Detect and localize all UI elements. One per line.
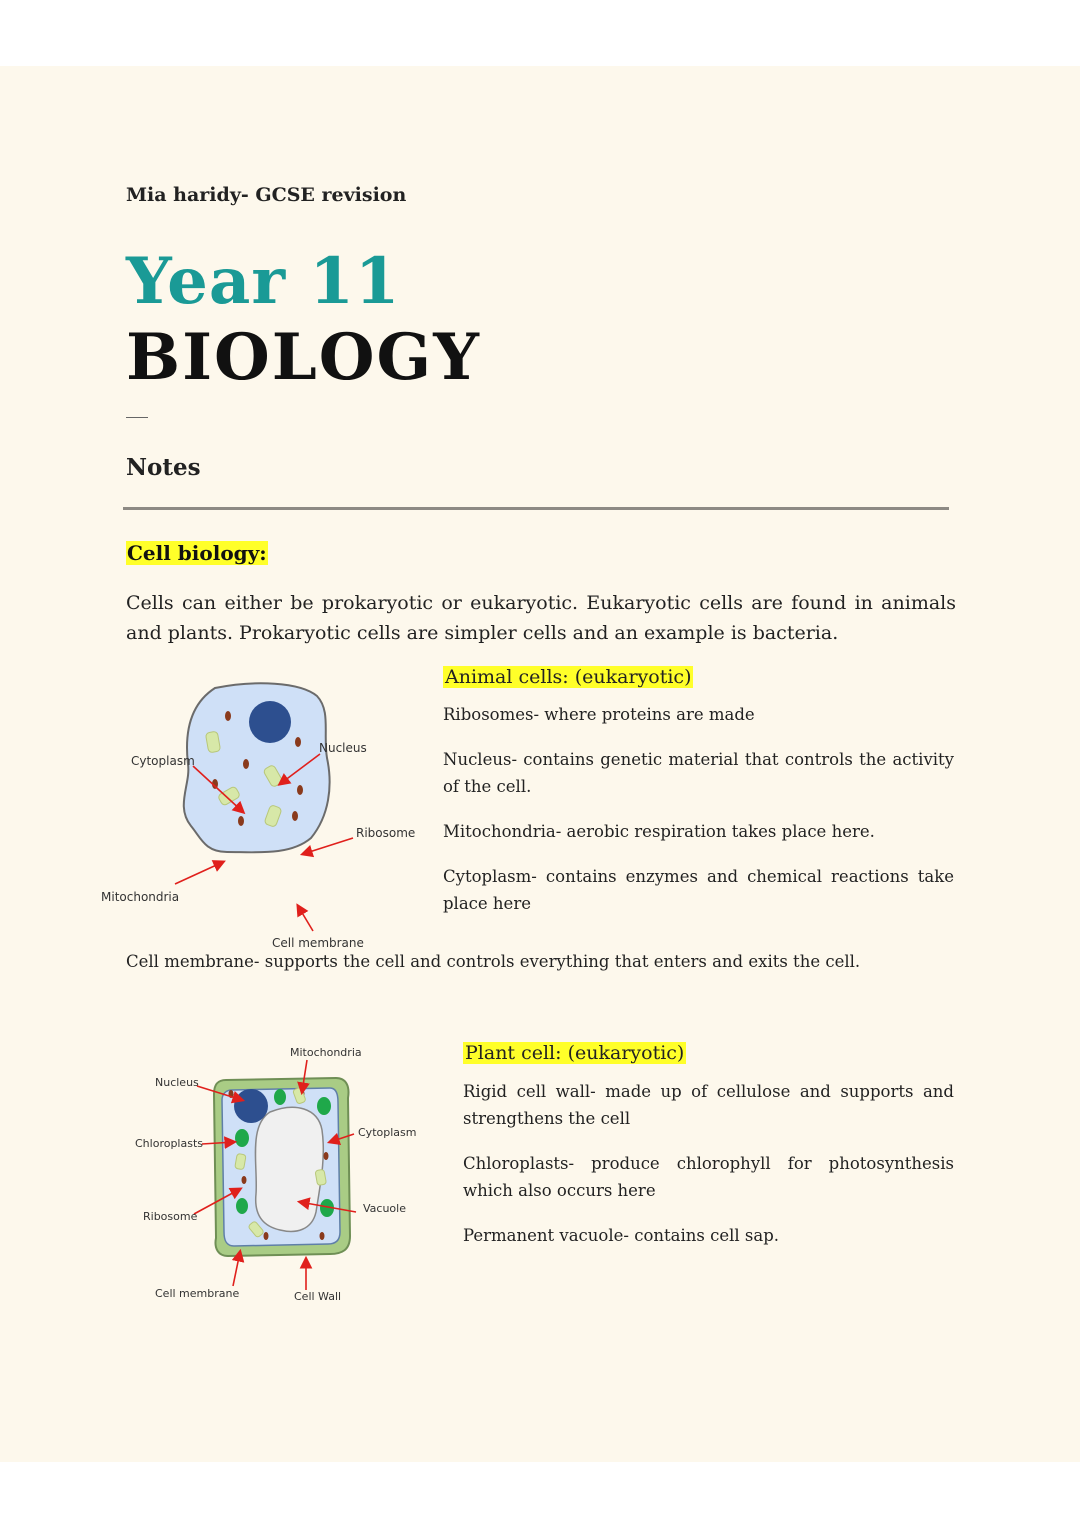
label-mitochondria: Mitochondria <box>101 890 180 904</box>
arrow-ribosome <box>303 838 353 854</box>
animal-nucleus-shape <box>249 701 291 743</box>
notes-heading: Notes <box>126 454 201 481</box>
label-plant-cytoplasm: Cytoplasm <box>358 1126 417 1139</box>
year-title: Year 11 <box>126 244 401 319</box>
animal-cell-notes <box>443 666 954 917</box>
animal-point-mitochondria: Mitochondria- aerobic respiration takes place here. <box>443 822 875 841</box>
label-plant-wall: Cell Wall <box>294 1290 342 1303</box>
horizontal-rule <box>123 507 949 510</box>
label-plant-membrane: Cell membrane <box>155 1287 240 1300</box>
label-nucleus: Nucleus <box>319 741 367 755</box>
animal-cell-diagram <box>95 666 430 950</box>
plant-heading: Plant cell: (eukaryotic) <box>465 1042 685 1064</box>
animal-point-cytoplasm: Cytoplasm- contains enzymes and chemical reactions take place here <box>443 867 954 913</box>
short-divider <box>126 417 148 418</box>
arrow-mitochondria <box>175 862 223 884</box>
document-page <box>0 66 1080 1462</box>
subject-title: BIOLOGY <box>126 320 481 395</box>
animal-point-nucleus: Nucleus- contains genetic material that controls the activity of the cell. <box>443 750 954 796</box>
plant-vacuole-shape <box>255 1107 323 1231</box>
plant-point-cell-wall: Rigid cell wall- made up of cellulose and supports and strengthens the cell <box>463 1082 954 1128</box>
label-plant-vacuole: Vacuole <box>363 1202 406 1215</box>
label-plant-ribosome: Ribosome <box>143 1210 198 1223</box>
arrow-membrane <box>298 906 313 931</box>
plant-cell-notes <box>463 1042 954 1249</box>
label-plant-mitochondria: Mitochondria <box>290 1046 362 1059</box>
membrane-paragraph: Cell membrane- supports the cell and controls everything that enters and exits the cell. <box>126 952 861 971</box>
arrow-plant-membrane <box>233 1252 240 1286</box>
plant-cell-diagram <box>130 1046 430 1306</box>
plant-nucleus-shape <box>234 1089 268 1123</box>
label-ribosome: Ribosome <box>356 826 416 840</box>
label-plant-chloroplasts: Chloroplasts <box>135 1137 204 1150</box>
label-membrane: Cell membrane <box>272 936 364 950</box>
animal-point-ribosomes: Ribosomes- where proteins are made <box>443 705 755 724</box>
author-line: Mia haridy- GCSE revision <box>126 184 407 206</box>
label-plant-nucleus: Nucleus <box>155 1076 199 1089</box>
plant-point-chloroplasts: Chloroplasts- produce chlorophyll for photosynthesis which also occurs here <box>463 1154 954 1200</box>
label-cytoplasm: Cytoplasm <box>131 754 195 768</box>
section-title: Cell biology: <box>127 541 267 565</box>
animal-heading: Animal cells: (eukaryotic) <box>445 666 692 688</box>
intro-paragraph: Cells can either be prokaryotic or eukaryotic. Eukaryotic cells are found in animals and plants. Prokaryotic cells are simpler cells and an example is bacteria. <box>126 592 956 644</box>
plant-point-vacuole: Permanent vacuole- contains cell sap. <box>463 1226 780 1245</box>
